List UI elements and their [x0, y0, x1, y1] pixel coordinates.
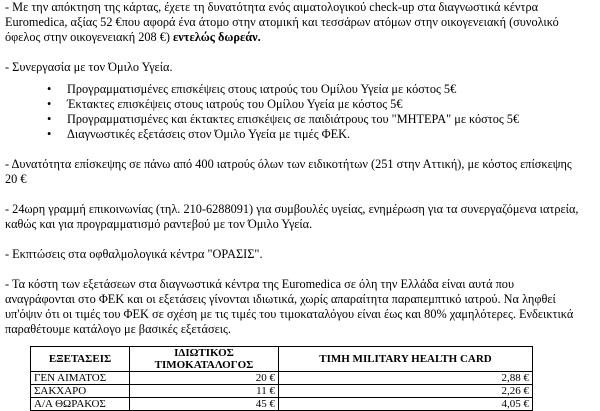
table-row — [31, 385, 533, 398]
table-row — [31, 398, 533, 411]
bullet-icon: • — [47, 127, 52, 141]
bullet-icon: • — [47, 82, 52, 96]
list-item — [47, 112, 580, 127]
column-header-exams: ΕΞΕΤΑΣΕΙΣ — [31, 347, 130, 372]
bullet-text: Προγραμματισμένες και έκτακτες επισκέψεις σε παιδιάτρους του "ΜΗΤΕΡΑ" με κόστος 5€ — [67, 112, 520, 126]
private-price-cell: 11 € — [130, 385, 279, 398]
hotline-paragraph: - 24ωρη γραμμή επικοινωνίας (τηλ. 210-6288091) για συμβουλές υγείας, ενημέρωση για τα συνεργαζόμενα ιατρεία, καθώς και για προγραμματισμό ραντεβού με τον Όμιλο Υγεία. — [5, 202, 579, 231]
card-price-cell: 4,05 € — [279, 398, 533, 411]
document-page — [5, 0, 580, 352]
private-price-cell: 20 € — [130, 372, 279, 385]
bullet-icon: • — [47, 97, 52, 111]
table-row — [31, 372, 533, 385]
bullet-text: Προγραμματισμένες επισκέψεις στους ιατρούς του Ομίλου Υγεία με κόστος 5€ — [67, 82, 457, 96]
table-header-row — [31, 347, 533, 372]
list-item — [47, 82, 580, 97]
exam-name-cell: ΣΑΚΧΑΡΟ — [31, 385, 130, 398]
bullet-text: Έκτακτες επισκέψεις στους ιατρούς του Ομίλου Υγεία με κόστος 5€ — [67, 97, 403, 111]
intro-text: - Με την απόκτηση της κάρτας, έχετε τη δυνατότητα ενός αιματολογικού check-up στα διαγνωστικά κέντρα Euromedica, αξίας 52 €που αφορά ένα άτομο στην ατομική και τεσσάρων ατόμων στην οικογενειακή (συνολικό όφελος στην οικογενειακή 208 €) — [5, 0, 559, 44]
bullet-icon: • — [47, 112, 52, 126]
list-item — [47, 97, 580, 112]
private-price-cell: 45 € — [130, 398, 279, 411]
hygeia-bullet-list — [5, 82, 580, 142]
list-item — [47, 127, 580, 142]
doctors-paragraph: - Δυνατότητα επίσκεψης σε πάνω από 400 ιατρούς όλων των ειδικοτήτων (251 στην Αττική), με κόστος επίσκεψης 20 € — [5, 157, 572, 186]
intro-bold-text: εντελώς δωρεάν. — [169, 30, 261, 44]
optics-paragraph: - Εκπτώσεις στα οφθαλμολογικά κέντρα "ΟΡΑΣΙΣ". — [5, 247, 263, 261]
column-header-card-price: ΤΙΜΗ MILITARY HEALTH CARD — [279, 347, 533, 372]
exams-paragraph: - Τα κόστη των εξετάσεων στα διαγνωστικά κέντρα της Euromedica σε όλη την Ελλάδα είναι αυτά που αναγράφονται στο ΦΕΚ και οι εξετάσεις γίνονται ιδιωτικά, χωρίς απαραίτητα παραπεμπτικό ιατρού. Να ληφθεί υπ'όψιν ότι οι τιμές του ΦΕΚ σε σχέση με τις τιμές του τιμοκαταλόγου είναι έως και 80% χαμηλότερες. Ενδεικτικά παραθέτουμε κατάλογο με βασικές εξετάσεις. — [5, 277, 574, 336]
bullet-text: Διαγνωστικές εξετάσεις στον Όμιλο Υγεία με τιμές ΦΕΚ. — [67, 127, 351, 141]
intro-paragraph — [5, 0, 580, 45]
hygeia-heading: - Συνεργασία με τον Όμιλο Υγεία. — [5, 60, 173, 74]
exam-name-cell: ΓΕΝ ΑΙΜΑΤΟΣ — [31, 372, 130, 385]
column-header-private-price: ΙΔΙΩΤΙΚΟΣ ΤΙΜΟΚΑΤΑΛΟΓΟΣ — [130, 347, 279, 372]
exam-name-cell: Α/Α ΘΩΡΑΚΟΣ — [31, 398, 130, 411]
card-price-cell: 2,88 € — [279, 372, 533, 385]
card-price-cell: 2,26 € — [279, 385, 533, 398]
price-table — [30, 346, 533, 411]
